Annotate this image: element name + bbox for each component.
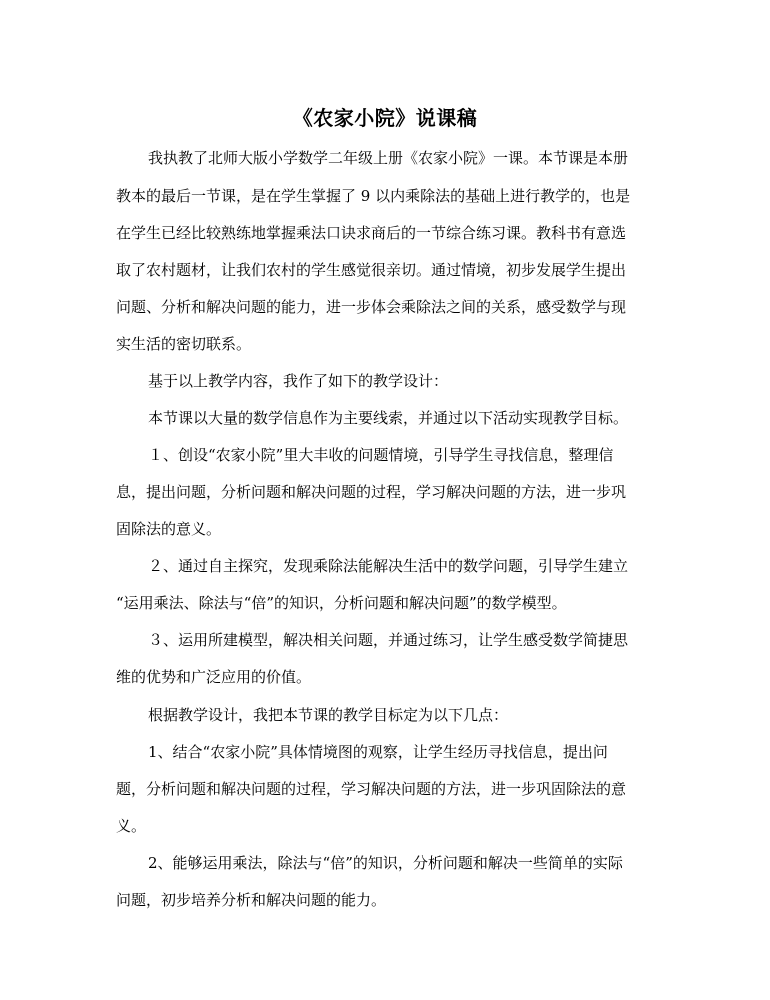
paragraph-line: 2、能够运用乘法，除法与“倍”的知识，分析问题和解决一些简单的实际 — [148, 854, 623, 872]
paragraph-line: 固除法的意义。 — [116, 520, 222, 538]
paragraph-line: 题，分析问题和解决问题的过程，学习解决问题的方法，进一步巩固除法的意 — [116, 780, 627, 798]
paragraph-line: 1、结合“农家小院”具体情境图的观察，让学生经历寻找信息，提出问 — [148, 743, 608, 761]
paragraph-line: 问题、分析和解决问题的能力，进一步体会乘除法之间的关系，感受数学与现 — [116, 298, 627, 316]
paragraph-line: 息，提出问题，分析问题和解决问题的过程，学习解决问题的方法，进一步巩 — [116, 483, 627, 501]
paragraph-line: ２、通过自主探究，发现乘除法能解决生活中的数学问题，引导学生建立 — [148, 557, 629, 575]
document-title: 《农家小院》说课稿 — [292, 106, 478, 130]
paragraph-line: ３、运用所建模型，解决相关问题，并通过练习，让学生感受数学简捷思 — [148, 631, 629, 649]
paragraph-line: 本节课以大量的数学信息作为主要线索，并通过以下活动实现教学目标。 — [148, 409, 629, 427]
paragraph-line: 教本的最后一节课，是在学生掌握了 9 以内乘除法的基础上进行教学的，也是 — [116, 187, 631, 205]
paragraph-line: “运用乘法、除法与“倍”的知识，分析问题和解决问题”的数学模型。 — [116, 594, 567, 612]
paragraph-line: 问题，初步培养分析和解决问题的能力。 — [116, 891, 387, 909]
paragraph-line: １、创设“农家小院”里大丰收的问题情境，引导学生寻找信息，整理信 — [148, 446, 614, 464]
paragraph-line: 义。 — [116, 817, 147, 835]
paragraph-line: 我执教了北师大版小学数学二年级上册《农家小院》一课。本节课是本册 — [148, 149, 629, 167]
paragraph-line: 实生活的密切联系。 — [116, 335, 252, 353]
paragraph-line: 在学生已经比较熟练地掌握乘法口诀求商后的一节综合练习课。教科书有意选 — [116, 224, 627, 242]
paragraph-line: 取了农村题材，让我们农村的学生感觉很亲切。通过情境，初步发展学生提出 — [116, 261, 627, 279]
paragraph-line: 根据教学设计，我把本节课的教学目标定为以下几点： — [148, 706, 509, 724]
paragraph-line: 维的优势和广泛应用的价值。 — [116, 668, 312, 686]
paragraph-line: 基于以上教学内容，我作了如下的教学设计： — [148, 372, 449, 390]
